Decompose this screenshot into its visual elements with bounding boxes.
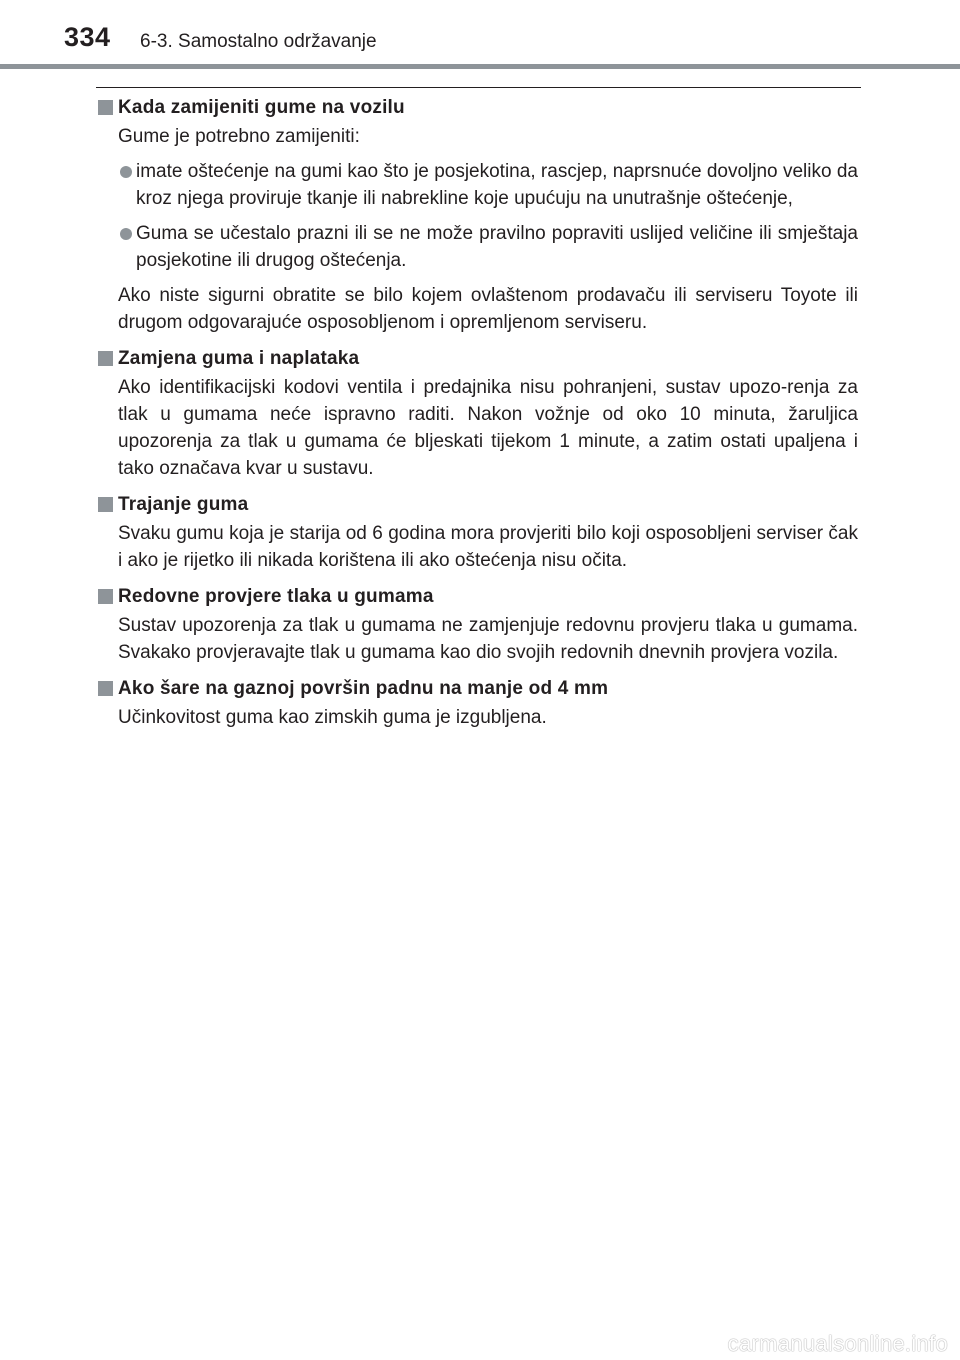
section-pressure-checks [96, 583, 858, 666]
header-rule [0, 64, 960, 69]
square-bullet-icon [98, 589, 113, 604]
section-tread-depth [96, 675, 858, 731]
section-heading [96, 675, 858, 702]
section-heading [96, 583, 858, 610]
section-text: Učinkovitost guma kao zimskih guma je izgubljena. [118, 707, 547, 728]
page-number: 334 [64, 22, 111, 52]
list-item [96, 220, 858, 274]
section-heading-text: Kada zamijeniti gume na vozilu [118, 97, 405, 118]
section-tire-replacement [96, 94, 858, 336]
section-tire-rim-replacement [96, 345, 858, 482]
section-heading [96, 345, 858, 372]
section-tire-lifespan [96, 491, 858, 574]
list-item-text: imate oštećenje na gumi kao što je posjekotina, rascjep, naprsnuće dovoljno veliko da kroz njega proviruje tkanje ili nabrekline koje upućuju na unutrašnje oštećenje, [136, 161, 858, 209]
square-bullet-icon [98, 100, 113, 115]
section-heading-text: Zamjena guma i naplataka [118, 348, 360, 369]
section-text: Svaku gumu koja je starija od 6 godina mora provjeriti bilo koji osposobljeni serviser čak i ako je rijetko ili nikada korištena ili ako oštećenja nisu očita. [118, 523, 858, 571]
section-heading-text: Trajanje guma [118, 494, 249, 515]
section-heading-text: Redovne provjere tlaka u gumama [118, 586, 434, 607]
page-content [96, 94, 858, 740]
square-bullet-icon [98, 497, 113, 512]
list-item [96, 158, 858, 212]
section-intro: Gume je potrebno zamijeniti: [118, 126, 360, 147]
list-item-text: Guma se učestalo prazni ili se ne može pravilno popraviti uslijed veličine ili smještaja posjekotine ili drugog oštećenja. [136, 223, 858, 271]
section-text: Sustav upozorenja za tlak u gumama ne zamjenjuje redovnu provjeru tlaka u gumama. Svakako provjeravajte tlak u gumama kao dio svojih redovnih dnevnih provjera vozila. [118, 615, 858, 663]
page-header [0, 0, 960, 64]
section-heading [96, 491, 858, 518]
section-title: 6-3. Samostalno održavanje [140, 31, 377, 52]
square-bullet-icon [98, 681, 113, 696]
section-text: Ako identifikacijski kodovi ventila i predajnika nisu pohranjeni, sustav upozo-renja za tlak u gumama neće ispravno raditi. Nakon vožnje od oko 10 minuta, žaruljica upozorenja za tlak u gumama će bljeskati tijekom 1 minute, a zatim ostati upaljena i tako označava kvar u sustavu. [118, 377, 858, 479]
circle-bullet-icon [120, 166, 132, 178]
content-top-rule [96, 87, 861, 88]
section-heading [96, 94, 858, 121]
section-outro: Ako niste sigurni obratite se bilo kojem ovlaštenom prodavaču ili serviseru Toyote ili drugom odgovarajuće osposobljenom i opremljenom serviseru. [118, 285, 858, 333]
watermark: carmanualsonline.info [727, 1331, 948, 1356]
section-heading-text: Ako šare na gaznoj površin padnu na manje od 4 mm [118, 678, 609, 699]
circle-bullet-icon [120, 228, 132, 240]
square-bullet-icon [98, 351, 113, 366]
